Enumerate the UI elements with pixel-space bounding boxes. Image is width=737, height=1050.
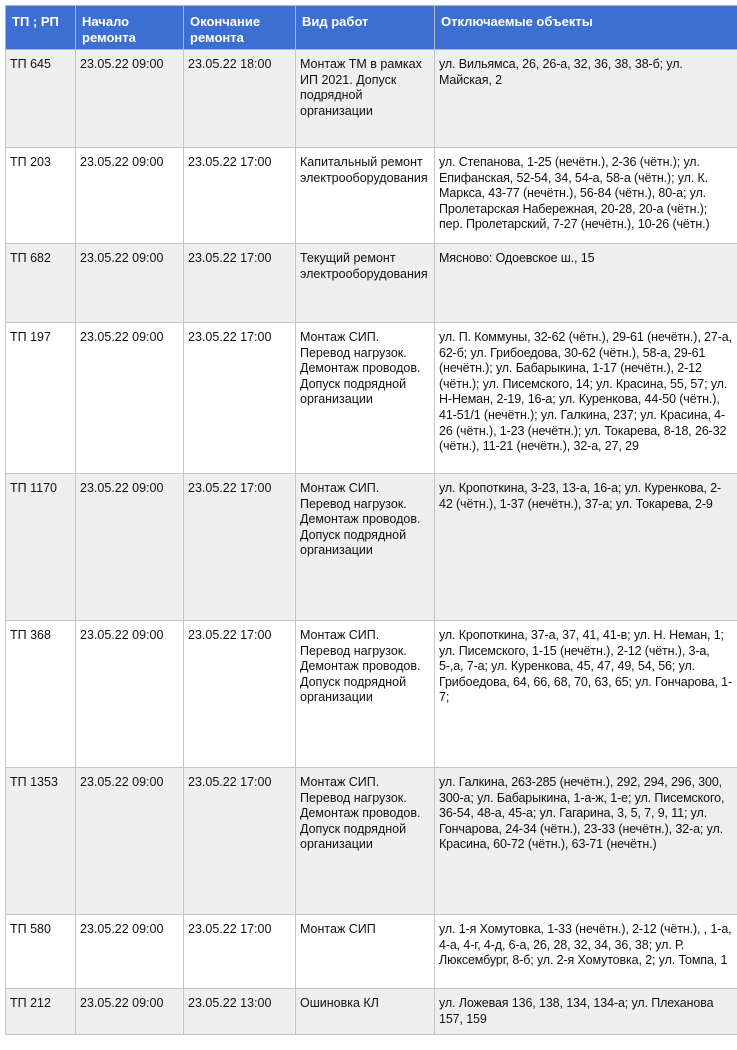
cell-end: 23.05.22 17:00	[184, 323, 296, 474]
table-row	[6, 50, 737, 148]
cell-end: 23.05.22 18:00	[184, 50, 296, 148]
table-row	[6, 915, 737, 989]
cell-objects: ул. Вильямса, 26, 26-а, 32, 36, 38, 38-б; ул. Майская, 2	[435, 50, 737, 148]
cell-start: 23.05.22 09:00	[76, 621, 184, 768]
cell-tp: ТП 645	[6, 50, 76, 148]
table-row	[6, 474, 737, 621]
table-row	[6, 244, 737, 323]
cell-start: 23.05.22 09:00	[76, 768, 184, 915]
cell-end: 23.05.22 17:00	[184, 621, 296, 768]
cell-work: Монтаж СИП. Перевод нагрузок. Демонтаж проводов. Допуск подрядной организации	[296, 323, 435, 474]
header-end: Окончание ремонта	[184, 6, 296, 50]
table-header	[6, 6, 737, 50]
cell-start: 23.05.22 09:00	[76, 244, 184, 323]
cell-end: 23.05.22 17:00	[184, 474, 296, 621]
header-tp: ТП ; РП	[6, 6, 76, 50]
header-objects: Отключаемые объекты	[435, 6, 737, 50]
table-row	[6, 323, 737, 474]
cell-end: 23.05.22 17:00	[184, 915, 296, 989]
cell-work: Монтаж ТМ в рамках ИП 2021. Допуск подрядной организации	[296, 50, 435, 148]
cell-work: Монтаж СИП. Перевод нагрузок. Демонтаж проводов. Допуск подрядной организации	[296, 768, 435, 915]
cell-tp: ТП 197	[6, 323, 76, 474]
cell-tp: ТП 1353	[6, 768, 76, 915]
cell-objects: Мясново: Одоевское ш., 15	[435, 244, 737, 323]
cell-start: 23.05.22 09:00	[76, 915, 184, 989]
cell-start: 23.05.22 09:00	[76, 474, 184, 621]
cell-start: 23.05.22 09:00	[76, 148, 184, 244]
table-row	[6, 621, 737, 768]
cell-tp: ТП 203	[6, 148, 76, 244]
cell-start: 23.05.22 09:00	[76, 989, 184, 1035]
cell-work: Монтаж СИП. Перевод нагрузок. Демонтаж проводов. Допуск подрядной организации	[296, 621, 435, 768]
table-row	[6, 989, 737, 1035]
cell-work: Ошиновка КЛ	[296, 989, 435, 1035]
cell-objects: ул. 1-я Хомутовка, 1-33 (нечётн.), 2-12 (чётн.), , 1-а, 4-а, 4-г, 4-д, 6-а, 26, 28, 32, 34, 36, 38; ул. Р. Люксембург, 8-б; ул. 2-я Хомутовка, 2; ул. Томпа, 1	[435, 915, 737, 989]
cell-tp: ТП 1170	[6, 474, 76, 621]
cell-end: 23.05.22 17:00	[184, 768, 296, 915]
cell-start: 23.05.22 09:00	[76, 50, 184, 148]
cell-objects: ул. Кропоткина, 37-а, 37, 41, 41-в; ул. Н. Неман, 1; ул. Писемского, 1-15 (нечётн.), 2-12 (чётн.), 3-а, 5-,а, 7-а; ул. Куренкова, 45, 47, 49, 54, 56; ул. Грибоедова, 64, 66, 68, 70, 63, 65; ул. Гончарова, 1-7;	[435, 621, 737, 768]
table-row	[6, 768, 737, 915]
cell-work: Монтаж СИП. Перевод нагрузок. Демонтаж проводов. Допуск подрядной организации	[296, 474, 435, 621]
cell-objects: ул. П. Коммуны, 32-62 (чётн.), 29-61 (нечётн.), 27-а, 62-б; ул. Грибоедова, 30-62 (чётн.), 58-а, 29-61 (нечётн.); ул. Бабарыкина, 1-17 (нечётн.), 2-12 (чётн.); ул. Писемского, 14; ул. Красина, 55, 57; ул. Н-Неман, 2-19, 16-а; ул. Куренкова, 44-50 (чётн.), 41-51/1 (нечётн.); ул. Галкина, 237; ул. Красина, 4-26 (чётн.), 1-23 (нечётн.); ул. Токарева, 8-18, 26-32 (чётн.), 11-21 (нечётн.), 32-а, 27, 29	[435, 323, 737, 474]
cell-start: 23.05.22 09:00	[76, 323, 184, 474]
cell-objects: ул. Кропоткина, 3-23, 13-а, 16-а; ул. Куренкова, 2-42 (чётн.), 1-37 (нечётн.), 37-а; ул. Токарева, 2-9	[435, 474, 737, 621]
cell-work: Капитальный ремонт электрооборудования	[296, 148, 435, 244]
cell-objects: ул. Галкина, 263-285 (нечётн.), 292, 294, 296, 300, 300-а; ул. Бабарыкина, 1-а-ж, 1-е; ул. Писемского, 36-54, 48-а, 45-а; ул. Гагарина, 3, 5, 7, 9, 11; ул. Гончарова, 24-34 (чётн.), 23-33 (нечётн.), 32-а; ул. Красина, 60-72 (чётн.), 63-71 (нечётн.)	[435, 768, 737, 915]
cell-end: 23.05.22 13:00	[184, 989, 296, 1035]
cell-work: Монтаж СИП	[296, 915, 435, 989]
cell-end: 23.05.22 17:00	[184, 244, 296, 323]
table-body	[6, 50, 737, 1035]
cell-work: Текущий ремонт электрооборудования	[296, 244, 435, 323]
cell-objects: ул. Ложевая 136, 138, 134, 134-а; ул. Плеханова 157, 159	[435, 989, 737, 1035]
outage-schedule-table	[5, 5, 737, 1035]
cell-tp: ТП 368	[6, 621, 76, 768]
header-row	[6, 6, 737, 50]
table-row	[6, 148, 737, 244]
header-work-type: Вид работ	[296, 6, 435, 50]
cell-objects: ул. Степанова, 1-25 (нечётн.), 2-36 (чётн.); ул. Епифанская, 52-54, 34, 54-а, 58-а (чётн.); ул. К. Маркса, 43-77 (нечётн.), 56-84 (чётн.), 80-а; ул. Пролетарская Набережная, 20-28, 20-а (чётн.); пер. Пролетарский, 7-27 (нечётн.), 10-26 (чётн.)	[435, 148, 737, 244]
cell-tp: ТП 682	[6, 244, 76, 323]
header-start: Начало ремонта	[76, 6, 184, 50]
cell-tp: ТП 212	[6, 989, 76, 1035]
cell-end: 23.05.22 17:00	[184, 148, 296, 244]
cell-tp: ТП 580	[6, 915, 76, 989]
